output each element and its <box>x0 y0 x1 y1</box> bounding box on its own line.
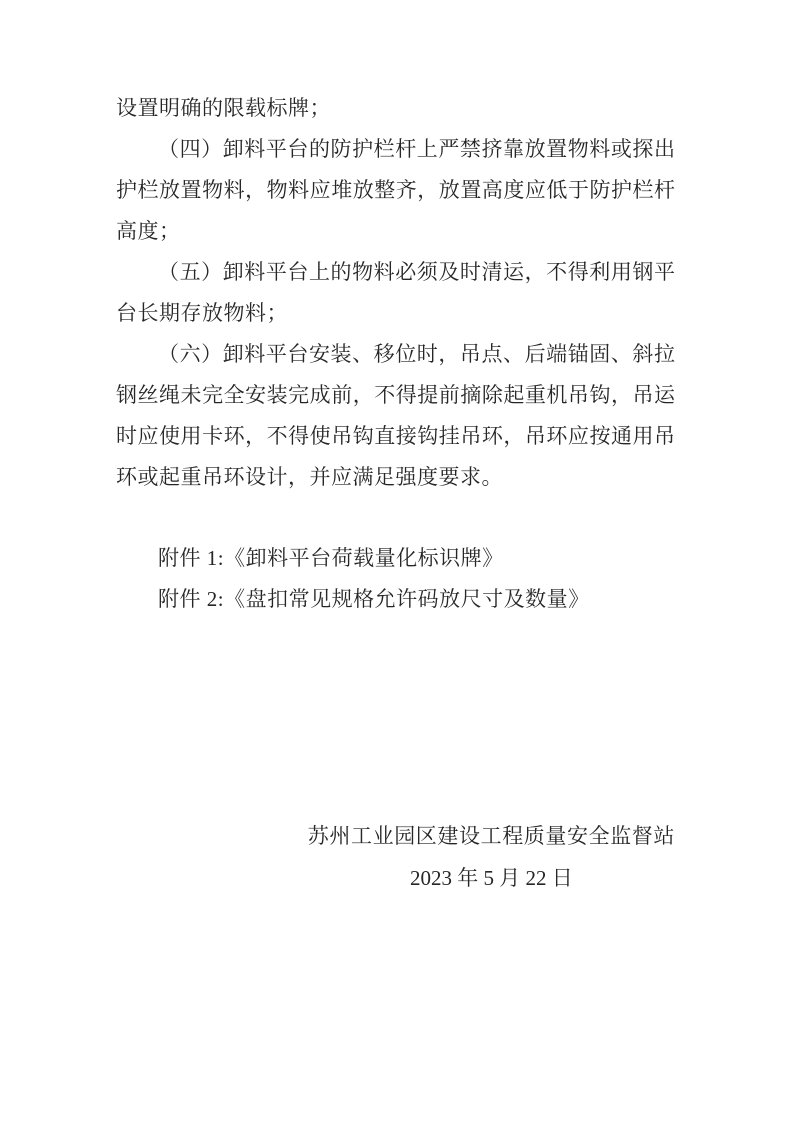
document-line: （五）卸料平台上的物料必须及时清运，不得利用钢平 <box>158 260 675 284</box>
signature-date: 2023 年 5 月 22 日 <box>410 866 573 890</box>
signature-org: 苏州工业园区建设工程质量安全监督站 <box>307 824 675 848</box>
document-line: 环或起重吊环设计，并应满足强度要求。 <box>116 465 503 489</box>
document-line: 护栏放置物料，物料应堆放整齐，放置高度应低于防护栏杆 <box>116 178 675 202</box>
document-line: 钢丝绳未完全安装完成前，不得提前摘除起重机吊钩，吊运 <box>116 383 675 407</box>
document-content <box>116 88 675 899</box>
attachment-item: 附件 2:《盘扣常见规格允许码放尺寸及数量》 <box>158 587 590 611</box>
document-line: 台长期存放物料； <box>116 301 288 325</box>
document-line: （六）卸料平台安装、移位时，吊点、后端锚固、斜拉 <box>158 342 675 366</box>
signature-block <box>308 816 675 899</box>
attachment-item: 附件 1:《卸料平台荷载量化标识牌》 <box>158 546 504 570</box>
document-line: 时应使用卡环，不得使吊钩直接钩挂吊环，吊环应按通用吊 <box>116 424 675 448</box>
document-line: 设置明确的限载标牌； <box>116 96 331 120</box>
document-line: （四）卸料平台的防护栏杆上严禁挤靠放置物料或探出 <box>158 137 675 161</box>
attachment-list <box>116 538 675 620</box>
document-body <box>116 88 675 498</box>
document-line: 高度； <box>116 219 181 243</box>
